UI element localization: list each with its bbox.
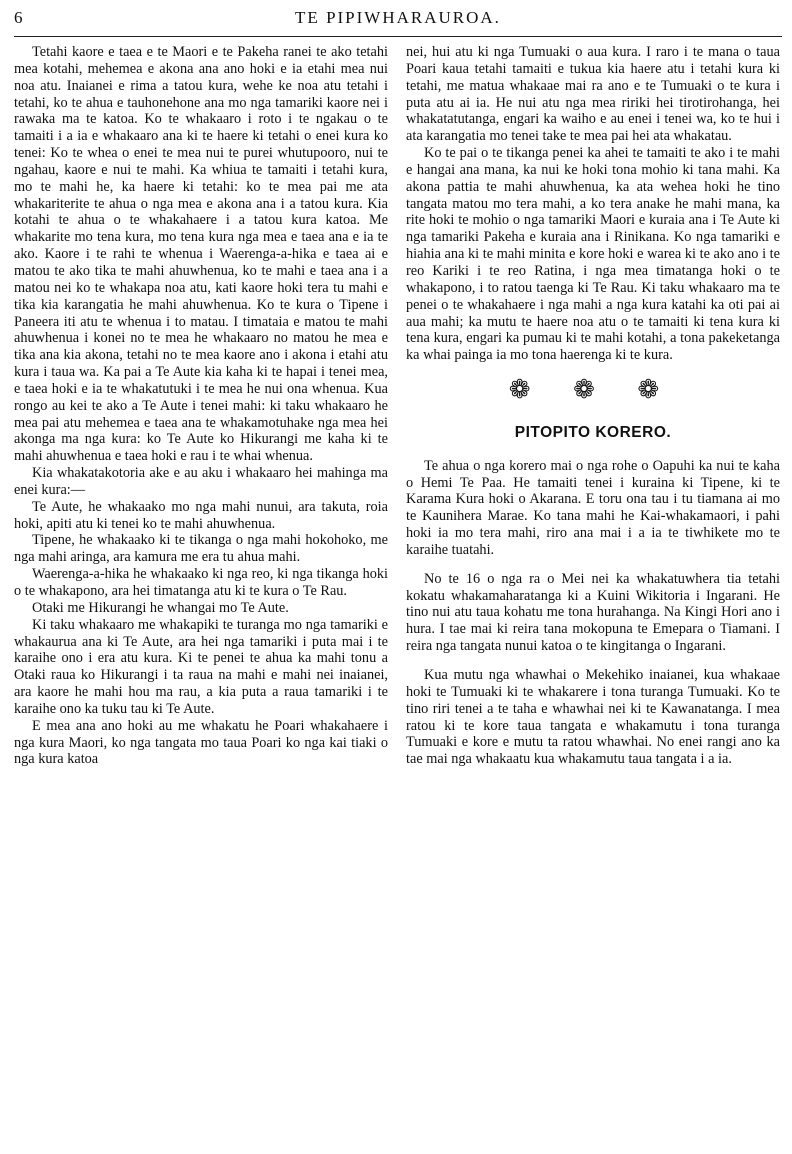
flower-ornament-icon: ❁ [573, 375, 613, 405]
paragraph: Otaki me Hikurangi he whangai mo Te Aute. [32, 599, 289, 616]
paragraph: Kia whakatakotoria ake e au aku i whakaaro hei mahinga ma enei kura:— [14, 465, 388, 498]
paragraph: Waerenga-a-hika he whakaako ki nga reo, ki nga tikanga hoki o te whakapono, ara hei timatanga atu ki te kura o Te Rau. [14, 566, 388, 599]
paragraph: Te Aute, he whakaako mo nga mahi nunui, ara takuta, roia hoki, apiti atu ki tenei ko te mahi ahuwhenua. [14, 498, 388, 532]
flower-ornament-icon: ❁ [508, 375, 549, 405]
news-item: Te ahua o nga korero mai o nga rohe o Oapuhi ka nui te kaha o Hemi Te Paa. He tamaiti tenei i kuraina ki Tipene, ki te Karama Kura hoki o Akarana. E toru ona tau i tu tiamana ai mo te Kaunihera Marae. Ko tana mahi he Kai-whakamaori, i pahi hoki ia mo tera mahi, riro ana mai i a ia te tiwhikete mo te karaihe tuatahi. [406, 457, 780, 558]
paragraph: E mea ana ano hoki au me whakatu he Poari whakahaere i nga kura Maori, ko nga tangata mo taua Poari ko nga kai tiaki o nga kura katoa [14, 717, 388, 768]
section-title: PITOPITO KORERO. [514, 423, 672, 441]
page-header [14, 6, 782, 32]
paragraph: nei, hui atu ki nga Tumuaki o aua kura. I raro i te mana o taua Poari kaua tetahi tamaiti e tukua kia haere atu i tetahi kura ki tetahi, me matua whakaae mai ra ano e te Tumuaki o te kura i puta atu ai ia. He nui atu nga mea ririki hei tirotirohanga, hei whakatatutanga, engari ka waiho e au enei i tenei wa, ko te hui i ata karangatia mo tenei take te mea pai hei ata whakatau. [406, 44, 780, 145]
news-item: Kua mutu nga whawhai o Mekehiko inaianei, kua whakaae hoki te Tumuaki ki te whakarere i tona turanga Tumuaki. Ko te tino riri tenei a te taha e whawhai nei ki te Kawanatanga. I mea ratou ki te kore taua tangata e whakamutu i tona turanga Tumuaki e kore e mutu ta ratou whawhai. No enei rangi ano ka tae mai nga whakaatu kua whakamutu taua tangata i a ia. [406, 667, 780, 768]
header-rule [14, 36, 782, 37]
right-column [406, 44, 780, 768]
section-ornaments [406, 375, 780, 405]
paragraph: Ki taku whakaaro me whakapiki te turanga mo nga tamariki e whakaurua ana ki Te Aute, ara hei nga tamariki i puta mai i te karaihe ono i era atu kura. Ki te penei te ahua ka mahi tonu a Otaki raua ko Hikurangi i ta raua na mahi e mahi nei inaianei, ara kaore he mahi hou ma rau, a kia puta a raua tamariki i te karaihe ono ka tuku tau ki Te Aute. [14, 616, 388, 717]
paragraph: Tipene, he whakaako ki te tikanga o nga mahi hokohoko, me nga mahi aringa, ara kamura me era tu ahua mahi. [14, 532, 388, 566]
paragraph: Tetahi kaore e taea e te Maori e te Pakeha ranei te ako tetahi mea kotahi, mehemea e akona ana ano hoki e ia etahi mea nui noa atu. Inaianei e rima a tatou kura, wehe ke noa atu tetahi i tetahi, ko te ahua e tauhonehone ana mo nga tamariki kaore nei i rawaka ma te katoa. Ko te whakaaro i roto i te ngakau o te tamaiti i a ia e whakaaro ana ki te haere ki tetahi o enei kura ko tenei: Ko te whea o enei te mea nui te purei whutupooro, nui te ngahau, kaore e nui te mahi. Ka whiua te tamaiti i tetahi kura, mo te mahi he, ka haere ki tetahi: ko te mea pai me ata whakariterite te ahua o nga mea e akona ana i a tatou kura. Kia kotahi te ahua o te whakahaere i a tatou kura katoa. Me whakarite mo tena kura, mo tena kura nga mea e taea ana e ia te ako. Kaore i te rahi te whenua i Waerenga-a-hika e taea ai e matou te ako tika te mahi ahuwhenua, ko te mahi e taea ana i a matou nei ko te whakapa noa atu, kati kaore hoki tera tu mahi e tika kia karangatia he mahi ahuwhenua. Ko te kura o Tipene i Paneera iti atu te whenua i to matau. I timataia e matou te mahi ahuwhenua i konei no te mea he whakaaro no matou he mea e tika ana kia akona, tetahi no te mea kaore ano i akona i etahi atu kura i taua wa. Ka pai a Te Aute kia kaha ki te hapai i tenei mea, e taea hoki e ia te whakatutuki i te mea he nui ona whenua. Kua rongo au kei te ako a Te Aute i tenei mahi: ki taku whakaaro he mea pai atu mehemea e taea ana te whakamotuhake nga mea hei akonga ma nga kura: ko Te Aute ko Hikurangi me kaha ki te mahi ahuwhenua e taea hoki e rau i te whai whenua. [14, 44, 388, 465]
paragraph: Ko te pai o te tikanga penei ka ahei te tamaiti te ako i te mahi e hangai ana mana, ka nui ke hoki tona mohio ki tana mahi. Ka akona pattia te mahi ahuwhenua, ka ata wehea hoki he tino tangata matou mo tera mahi, a ko tera anake he mahi mana, ka rite hoki te mohio o nga tamariki Maori e kuraia ana i Te Aute ki nga tamariki Pakeha e kuraia ana i Rinikana. Ko nga tamariki e hiahia ana ki te mahi minita e kore hoki e warea ki te ako ano i te reo Kariki i te reo Ratina, i nga mea timatanga hoki o te whakapono, i to ratou taenga ki Te Rau. Ki taku whakaaro ma te penei o te whakahaere i nga mahi a nga kura katahi ka oti pai ai aua mahi; ka mutu te haere noa atu o te tamaiti ki tena kura ki tena kura, engari ka pumau ki te mahi kotahi, a tona pakeketanga ka whai painga ia mo tona haerenga ki te kura. [406, 145, 780, 364]
running-title: TE PIPIWHARAUROA. [295, 8, 501, 27]
page-number: 6 [14, 8, 23, 27]
flower-ornament-icon: ❁ [637, 375, 678, 405]
left-column [14, 44, 388, 768]
news-item: No te 16 o nga ra o Mei nei ka whakatuwhera tia tetahi kokatu whakamaharatanga ki a Kuini Wikitoria i Ingarani. He tino nui atu taua kohatu me tona hurahanga. Na Kingi Hori ano i hura. I tae mai ki reira tana mokopuna te Emepara o Tiamani. I reira nga tangata nunui katoa o te kingitanga o Ingarani. [406, 570, 780, 655]
